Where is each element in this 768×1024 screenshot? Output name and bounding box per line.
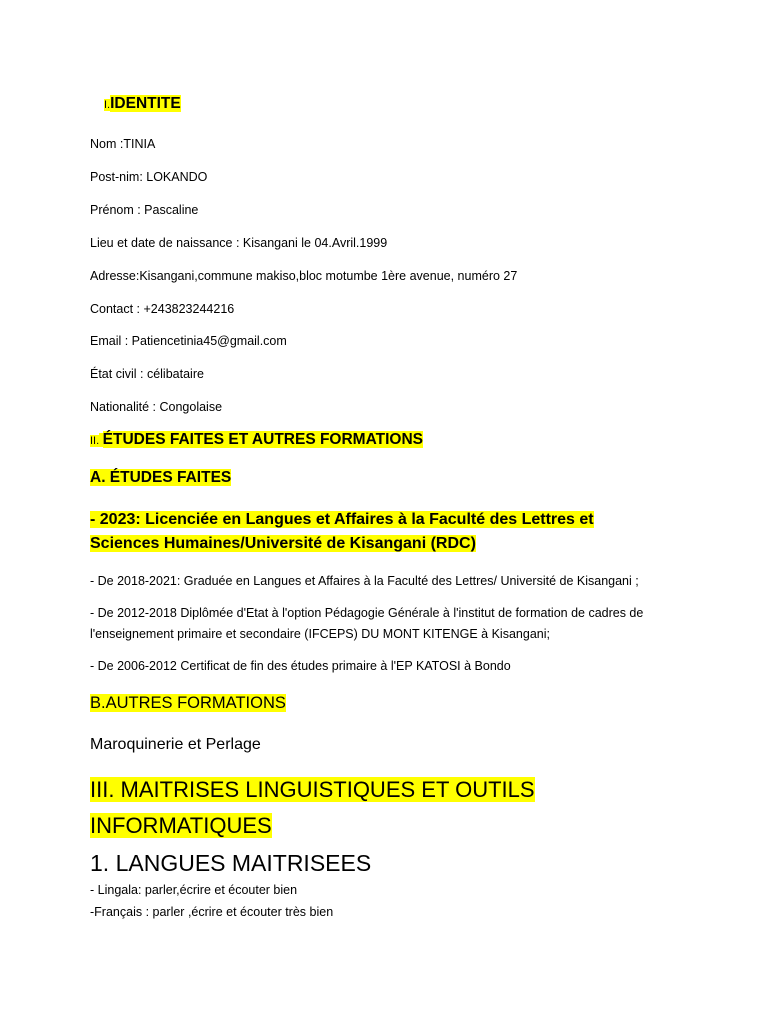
section-etudes-heading	[90, 432, 423, 449]
subsection-title: A. ÉTUDES FAITES	[90, 469, 232, 486]
etude-item-2023	[90, 508, 650, 556]
section-number: I.	[104, 99, 111, 111]
etude-item-2012: - De 2012-2018 Diplômée d'Etat à l'option Pédagogie Générale à l'institut de formation de cadres de l'enseignement primaire et secondaire (IFCEPS) DU MONT KITENGE à Kisangani;	[90, 606, 644, 641]
field-naissance: Lieu et date de naissance : Kisangani le 04.Avril.1999	[90, 236, 388, 250]
subsection-title: B.AUTRES FORMATIONS	[90, 694, 286, 712]
field-nationalite: Nationalité : Congolaise	[90, 400, 223, 414]
section-title: IDENTITE	[110, 95, 181, 112]
field-prenom: Prénom : Pascaline	[90, 203, 199, 217]
autres-formations-text: Maroquinerie et Perlage	[90, 736, 261, 753]
section-title: III. MAITRISES LINGUISTIQUES ET OUTILS INFORMATIQUES	[90, 777, 535, 838]
field-nom: Nom :TINIA	[90, 137, 156, 151]
field-etat-civil: État civil : célibataire	[90, 367, 204, 381]
langues-heading: 1. LANGUES MAITRISEES	[90, 850, 372, 876]
field-postnom: Post-nim: LOKANDO	[90, 170, 208, 184]
section-maitrises-heading	[90, 772, 650, 844]
field-email: Email : Patiencetinia45@gmail.com	[90, 334, 287, 348]
etude-item-2018: - De 2018-2021: Graduée en Langues et Affaires à la Faculté des Lettres/ Université de Kisangani ;	[90, 574, 639, 588]
section-identite-heading	[104, 96, 181, 113]
subsection-a-heading	[90, 470, 231, 486]
langue-francais: -Français : parler ,écrire et écouter très bien	[90, 905, 334, 919]
section-title: ÉTUDES FAITES ET AUTRES FORMATIONS	[102, 431, 424, 448]
etude-item-2023-text: - 2023: Licenciée en Langues et Affaires à la Faculté des Lettres et Sciences Humaines/Université de Kisangani (RDC)	[90, 511, 594, 552]
section-number: II.	[90, 435, 100, 447]
subsection-b-heading	[90, 692, 286, 714]
field-contact: Contact : +243823244216	[90, 302, 235, 316]
field-adresse: Adresse:Kisangani,commune makiso,bloc motumbe 1ère avenue, numéro 27	[90, 269, 518, 283]
etude-item-2006: - De 2006-2012 Certificat de fin des études primaire à l'EP KATOSI à Bondo	[90, 659, 511, 673]
langue-lingala: - Lingala: parler,écrire et écouter bien	[90, 883, 298, 897]
